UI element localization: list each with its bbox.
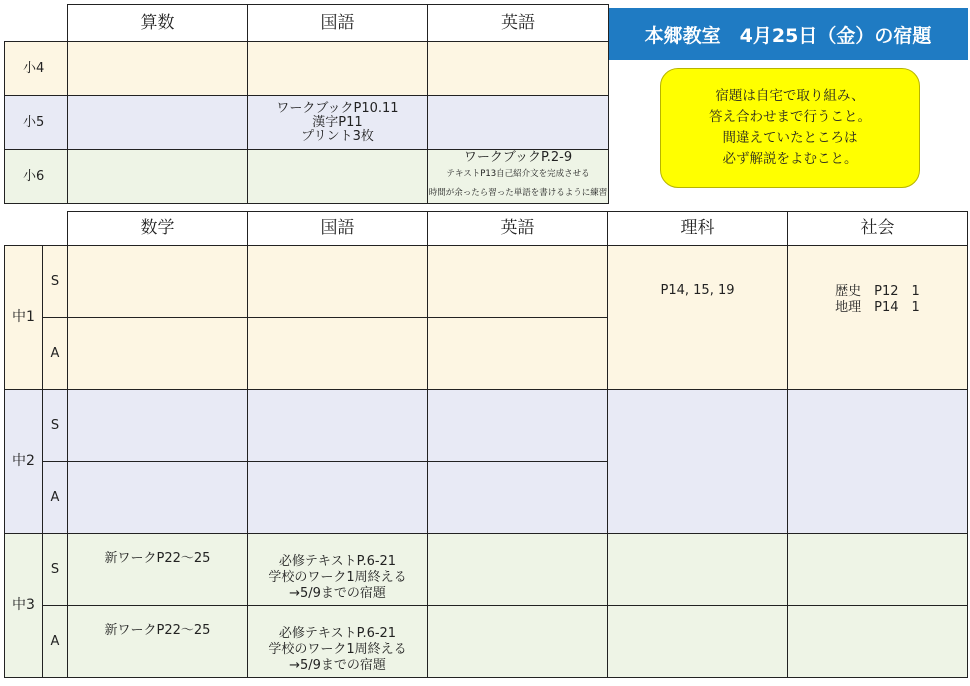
homework-cell — [428, 606, 608, 678]
homework-cell — [248, 42, 428, 96]
homework-cell — [788, 390, 968, 534]
homework-cell — [68, 150, 248, 204]
homework-text: 地理 P14 1 — [835, 300, 920, 315]
homework-cell — [248, 96, 428, 150]
homework-cell — [428, 96, 609, 150]
homework-cell — [428, 318, 608, 390]
homework-text: ワークブックP.2-9 — [463, 149, 573, 165]
notice-box — [660, 68, 920, 188]
notice-line: 宿題は自宅で取り組み、 — [715, 88, 865, 104]
subject-header-social: 社会 — [788, 212, 968, 246]
homework-text: プリント3枚 — [301, 128, 374, 144]
notice-line: 必ず解説をよむこと。 — [722, 151, 858, 167]
subject-header-english: 英語 — [428, 212, 608, 246]
homework-cell — [428, 42, 609, 96]
grade-label: 小5 — [5, 96, 68, 150]
homework-cell — [248, 606, 428, 678]
homework-text: P14, 15, 19 — [660, 283, 735, 298]
homework-cell — [428, 390, 608, 462]
homework-text: 歴史 P12 1 — [835, 284, 920, 299]
corner-cell — [5, 212, 68, 246]
corner-cell — [5, 5, 68, 42]
homework-cell — [248, 534, 428, 606]
homework-cell — [248, 246, 428, 318]
homework-cell — [68, 96, 248, 150]
homework-cell — [68, 462, 248, 534]
class-label: A — [43, 462, 68, 534]
grade-label: 中1 — [5, 246, 43, 390]
page-title: 本郷教室 4月25日（金）の宿題 — [608, 8, 968, 60]
homework-cell — [428, 534, 608, 606]
homework-cell — [788, 606, 968, 678]
class-label: S — [43, 534, 68, 606]
homework-cell — [248, 150, 428, 204]
homework-cell — [788, 246, 968, 390]
homework-cell — [608, 390, 788, 534]
homework-cell — [788, 534, 968, 606]
grade-label: 中2 — [5, 390, 43, 534]
homework-cell — [68, 246, 248, 318]
subject-header-math: 算数 — [68, 5, 248, 42]
class-label: A — [43, 318, 68, 390]
subject-header-english: 英語 — [428, 5, 609, 42]
class-label: S — [43, 390, 68, 462]
class-label: A — [43, 606, 68, 678]
homework-text: 時間が余ったら習った単語を書けるように練習 — [428, 187, 608, 198]
homework-text: →5/9までの宿題 — [289, 658, 386, 673]
homework-cell — [608, 606, 788, 678]
homework-text: →5/9までの宿題 — [289, 586, 386, 601]
homework-cell — [248, 462, 428, 534]
homework-cell — [248, 390, 428, 462]
homework-text: 学校のワーク1周終える — [268, 642, 407, 657]
homework-cell — [68, 390, 248, 462]
homework-text: 必修テキストP.6-21 — [278, 626, 397, 641]
homework-cell — [68, 534, 248, 606]
homework-text: ワークブックP10.11 — [276, 100, 399, 116]
homework-text: 学校のワーク1周終える — [268, 570, 407, 585]
subject-header-math: 数学 — [68, 212, 248, 246]
homework-cell — [428, 150, 609, 204]
subject-header-science: 理科 — [608, 212, 788, 246]
homework-cell — [248, 318, 428, 390]
homework-text: テキストP13自己紹介文を完成させる — [446, 168, 590, 179]
subject-header-japanese: 国語 — [248, 212, 428, 246]
homework-text: 新ワークP22～25 — [104, 551, 211, 566]
class-label: S — [43, 246, 68, 318]
homework-cell — [428, 246, 608, 318]
elementary-homework-table — [4, 4, 609, 204]
grade-label: 中3 — [5, 534, 43, 678]
grade-label: 小4 — [5, 42, 68, 96]
notice-line: 間違えていたところは — [722, 130, 858, 146]
homework-cell — [68, 42, 248, 96]
homework-cell — [428, 462, 608, 534]
homework-cell — [68, 606, 248, 678]
junior-homework-table — [4, 211, 968, 678]
notice-line: 答え合わせまで行うこと。 — [709, 109, 871, 125]
homework-text: 漢字P11 — [312, 114, 363, 130]
homework-cell — [68, 318, 248, 390]
homework-cell — [608, 246, 788, 390]
homework-text: 新ワークP22～25 — [104, 623, 211, 638]
homework-cell — [608, 534, 788, 606]
homework-text: 必修テキストP.6-21 — [278, 554, 397, 569]
subject-header-japanese: 国語 — [248, 5, 428, 42]
grade-label: 小6 — [5, 150, 68, 204]
